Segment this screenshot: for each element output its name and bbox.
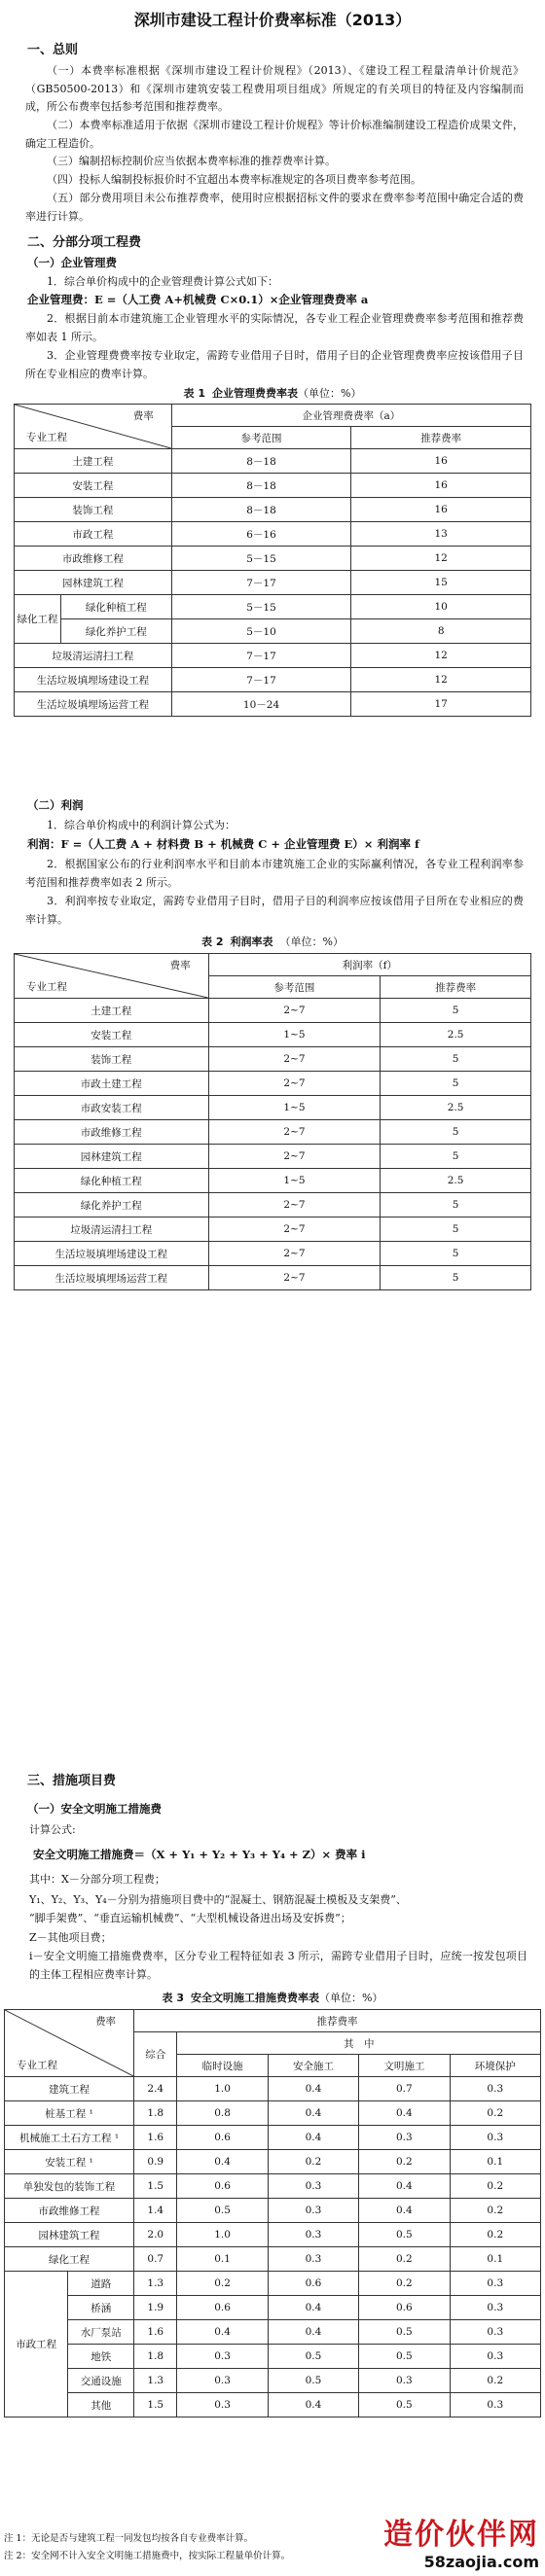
cell-rec-rate: 5 [381, 999, 531, 1023]
cell-total: 1.6 [134, 2126, 177, 2150]
cell-temp: 1.0 [177, 2077, 268, 2101]
caption-label: 表 2 [201, 935, 224, 948]
column-header-env: 环境保护 [450, 2055, 540, 2077]
section-heading-general: 一、总则 [27, 43, 79, 57]
row-label: 园林建筑工程 [15, 1145, 209, 1169]
column-header-total: 综合 [134, 2032, 177, 2077]
cell-safe: 0.4 [268, 2101, 358, 2126]
cell-env: 0.3 [450, 2126, 540, 2150]
paragraph: （四）投标人编制投标报价时不宜超出本费率标准规定的各项目费率参考范围。 [47, 173, 421, 186]
table-row [15, 449, 531, 474]
cell-env: 0.2 [450, 2199, 540, 2223]
caption-title: 安全文明施工措施费费率表 [191, 1992, 320, 2004]
row-label: 机械施工土石方工程 ¹ [5, 2126, 134, 2150]
cell-ref-range: 1~5 [208, 1169, 381, 1193]
cell-ref-range: 1~5 [208, 1096, 381, 1120]
cell-env: 0.3 [450, 2296, 540, 2320]
cell-civil: 0.2 [359, 2247, 450, 2272]
row-group-label: 市政工程 [5, 2272, 68, 2417]
cell-civil: 0.4 [359, 2174, 450, 2199]
row-label: 建筑工程 [5, 2077, 134, 2101]
table-footnote: 注 2：安全网不计入安全文明施工措施费中，按实际工程量单价计算。 [4, 2551, 291, 2561]
cell-env: 0.1 [450, 2247, 540, 2272]
cell-env: 0.2 [450, 2369, 540, 2393]
table-row [15, 668, 531, 692]
subsection-heading: （一）安全文明施工措施费 [27, 1802, 162, 1816]
cell-civil: 0.3 [359, 2369, 450, 2393]
cell-temp: 0.3 [177, 2369, 268, 2393]
table-row [5, 2320, 541, 2345]
table-row [15, 522, 531, 547]
column-group-header: 推荐费率 [134, 2010, 541, 2032]
paragraph: “脚手架费”、“垂直运输机械费”、“大型机械设备进出场及安拆费”； [29, 1912, 351, 1924]
table-row [5, 2174, 541, 2199]
table-row [15, 474, 531, 498]
row-label: 绿化工程 [5, 2247, 134, 2272]
cell-ref-range: 2~7 [208, 1266, 381, 1290]
cell-safe: 0.4 [268, 2393, 358, 2417]
header-rate: 费率 [169, 960, 191, 971]
cell-rec-rate: 10 [351, 595, 531, 619]
table-corner-header [15, 405, 172, 449]
cell-civil: 0.5 [359, 2320, 450, 2345]
cell-env: 0.3 [450, 2393, 540, 2417]
formula-label: 安全文明施工措施费 [33, 1848, 134, 1861]
cell-rec-rate: 12 [351, 644, 531, 668]
cell-rec-rate: 5 [381, 1217, 531, 1242]
cell-total: 0.7 [134, 2247, 177, 2272]
header-discipline: 专业工程 [26, 432, 67, 443]
cell-temp: 0.6 [177, 2126, 268, 2150]
column-header-safe: 安全施工 [268, 2055, 358, 2077]
cell-rec-rate: 2.5 [381, 1023, 531, 1047]
header-rate: 费率 [132, 410, 154, 422]
table-row [15, 1217, 531, 1242]
cell-ref-range: 2~7 [208, 1072, 381, 1096]
column-header-temp: 临时设施 [177, 2055, 268, 2077]
cell-temp: 1.0 [177, 2223, 268, 2247]
cell-env: 0.1 [450, 2150, 540, 2174]
subsection-heading: （一）企业管理费 [27, 256, 117, 269]
paragraph: 3．企业管理费费率按专业取定，需跨专业借用子目时，借用子目的企业管理费费率应按该借用子目所在专业相应的费率计算。 [25, 349, 524, 380]
section-heading-measures: 三、措施项目费 [27, 1774, 117, 1788]
row-label: 市政维修工程 [5, 2199, 134, 2223]
table-row [15, 999, 531, 1023]
row-label: 生活垃圾填埋场建设工程 [15, 1242, 209, 1266]
table-row [15, 1145, 531, 1169]
table-row [15, 595, 531, 619]
table-row [15, 1266, 531, 1290]
row-label: 安装工程 [15, 474, 172, 498]
caption-label: 表 1 [183, 387, 206, 400]
cell-safe: 0.4 [268, 2077, 358, 2101]
table-row [15, 619, 531, 644]
row-label: 水厂泵站 [68, 2320, 134, 2345]
cell-rec-rate: 5 [381, 1193, 531, 1217]
table-row [5, 2345, 541, 2369]
column-header-ref: 参考范围 [171, 427, 351, 449]
paragraph: 计算公式: [29, 1823, 76, 1836]
cell-temp: 0.3 [177, 2345, 268, 2369]
cell-ref-range: 2~7 [208, 1217, 381, 1242]
cell-ref-range: 10－24 [171, 692, 351, 717]
cell-safe: 0.4 [268, 2296, 358, 2320]
cell-rec-rate: 16 [351, 498, 531, 522]
cell-rec-rate: 5 [381, 1266, 531, 1290]
table-row [15, 547, 531, 571]
row-label: 市政维修工程 [15, 547, 172, 571]
cell-rec-rate: 15 [351, 571, 531, 595]
column-header-rec: 推荐费率 [351, 427, 531, 449]
cell-ref-range: 5－10 [171, 619, 351, 644]
row-label: 市政工程 [15, 522, 172, 547]
cell-ref-range: 8－18 [171, 449, 351, 474]
cell-ref-range: 6－16 [171, 522, 351, 547]
paragraph: （三）编制招标控制价应当依据本费率标准的推荐费率计算。 [47, 155, 336, 167]
row-label: 桩基工程 ¹ [5, 2101, 134, 2126]
column-header-ref: 参考范围 [208, 976, 381, 999]
cell-temp: 0.6 [177, 2296, 268, 2320]
cell-safe: 0.5 [268, 2369, 358, 2393]
cell-total: 1.9 [134, 2296, 177, 2320]
table-corner-header [5, 2010, 134, 2077]
row-label: 绿化种植工程 [60, 595, 171, 619]
cell-temp: 0.1 [177, 2247, 268, 2272]
row-label: 安装工程 ¹ [5, 2150, 134, 2174]
cell-ref-range: 2~7 [208, 1120, 381, 1145]
table-footnote: 注 1：无论是否与建筑工程一同发包均按各自专业费率计算。 [4, 2533, 254, 2544]
cell-rec-rate: 12 [351, 547, 531, 571]
row-label: 桥涵 [68, 2296, 134, 2320]
row-label: 绿化种植工程 [15, 1169, 209, 1193]
cell-ref-range: 2~7 [208, 1242, 381, 1266]
cell-env: 0.2 [450, 2101, 540, 2126]
table-row [15, 1120, 531, 1145]
formula-label: 企业管理费： [27, 293, 94, 306]
cell-ref-range: 8－18 [171, 474, 351, 498]
paragraph: 3．利润率按专业取定，需跨专业借用子目时，借用子目的利润率应按该借用子目所在专业相应的费率计算。 [25, 895, 524, 926]
management-fee-table [14, 404, 531, 717]
paragraph: Z－其他项目费； [29, 1931, 112, 1944]
row-label: 地铁 [68, 2345, 134, 2369]
table-row [5, 2101, 541, 2126]
cell-total: 1.8 [134, 2101, 177, 2126]
cell-rec-rate: 5 [381, 1242, 531, 1266]
paragraph: 2．根据目前本市建筑施工企业管理水平的实际情况，各专业工程企业管理费费率参考范围和推荐费率如表 1 所示。 [25, 312, 524, 343]
table-row [15, 498, 531, 522]
cell-civil: 0.5 [359, 2223, 450, 2247]
cell-civil: 0.3 [359, 2126, 450, 2150]
page-title: 深圳市建设工程计价费率标准（2013） [133, 11, 412, 29]
cell-ref-range: 7－17 [171, 668, 351, 692]
cell-total: 1.4 [134, 2199, 177, 2223]
cell-civil: 0.2 [359, 2272, 450, 2296]
row-label: 道路 [68, 2272, 134, 2296]
row-label: 市政土建工程 [15, 1072, 209, 1096]
table-row [5, 2247, 541, 2272]
cell-civil: 0.4 [359, 2199, 450, 2223]
cell-rec-rate: 16 [351, 474, 531, 498]
cell-ref-range: 5－15 [171, 547, 351, 571]
table-row [15, 1242, 531, 1266]
row-label: 安装工程 [15, 1023, 209, 1047]
formula-management-fee [27, 292, 368, 307]
cell-ref-range: 7－17 [171, 644, 351, 668]
cell-ref-range: 2~7 [208, 1193, 381, 1217]
cell-temp: 0.2 [177, 2272, 268, 2296]
table-row [15, 1096, 531, 1120]
cell-temp: 0.3 [177, 2393, 268, 2417]
paragraph: 1．综合单价构成中的利润计算公式为： [47, 819, 236, 831]
site-watermark [296, 2510, 539, 2571]
table-row [15, 644, 531, 668]
cell-safe: 0.2 [268, 2150, 358, 2174]
cell-civil: 0.5 [359, 2393, 450, 2417]
header-discipline: 专业工程 [17, 2060, 57, 2071]
row-label: 装饰工程 [15, 498, 172, 522]
row-label: 市政维修工程 [15, 1120, 209, 1145]
row-label: 其他 [68, 2393, 134, 2417]
paragraph: i－安全文明施工措施费费率，区分专业工程特征如表 3 所示，需跨专业借用子目时，应统一按发包项目的主体工程相应费率计算。 [29, 1950, 527, 1981]
cell-rec-rate: 5 [381, 1145, 531, 1169]
cell-total: 2.0 [134, 2223, 177, 2247]
table-row [15, 1072, 531, 1096]
header-rate: 费率 [95, 2016, 117, 2028]
profit-rate-table [14, 953, 531, 1290]
row-label: 市政安装工程 [15, 1096, 209, 1120]
cell-safe: 0.3 [268, 2174, 358, 2199]
table-row [5, 2296, 541, 2320]
cell-ref-range: 2~7 [208, 1047, 381, 1072]
safety-fee-table [4, 2009, 541, 2417]
row-label: 绿化养护工程 [60, 619, 171, 644]
cell-temp: 0.8 [177, 2101, 268, 2126]
cell-rec-rate: 16 [351, 449, 531, 474]
cell-rec-rate: 12 [351, 668, 531, 692]
column-group-header: 利润率（f） [208, 954, 530, 976]
cell-ref-range: 7－17 [171, 571, 351, 595]
paragraph: 其中：X－分部分项工程费； [29, 1873, 165, 1886]
section-heading-items: 二、分部分项工程费 [27, 235, 142, 250]
cell-safe: 0.5 [268, 2345, 358, 2369]
paragraph: （一）本费率标准根据《深圳市建设工程计价规程》（2013）、《建设工程工程量清单计价规范》（GB50500-2013）和《深圳市建筑安装工程费用项目组成》所规定的有关项目的特征及内容编制而成，所公布费率包括参考范围和推荐费率。 [25, 64, 524, 113]
row-label: 单独发包的装饰工程 [5, 2174, 134, 2199]
formula-profit [27, 836, 419, 852]
table-row [5, 2272, 541, 2296]
cell-total: 1.5 [134, 2393, 177, 2417]
row-label: 生活垃圾填埋场建设工程 [15, 668, 172, 692]
cell-env: 0.2 [450, 2174, 540, 2199]
caption-unit: （单位：%） [279, 935, 344, 948]
cell-env: 0.3 [450, 2272, 540, 2296]
row-label: 生活垃圾填埋场运营工程 [15, 692, 172, 717]
cell-total: 1.8 [134, 2345, 177, 2369]
paragraph: Y₁、Y₂、Y₃、Y₄－分别为措施项目费中的“混凝土、钢筋混凝土模板及支架费”、 [29, 1893, 407, 1906]
table-row [5, 2150, 541, 2174]
row-label: 垃圾清运清扫工程 [15, 1217, 209, 1242]
cell-civil: 0.5 [359, 2345, 450, 2369]
cell-civil: 0.6 [359, 2296, 450, 2320]
caption-unit: （单位：%） [298, 387, 362, 400]
table-row [15, 571, 531, 595]
row-label: 垃圾清运清扫工程 [15, 644, 172, 668]
caption-unit: （单位：%） [319, 1992, 383, 2004]
row-label: 绿化养护工程 [15, 1193, 209, 1217]
column-group-header: 企业管理费费率（a） [171, 405, 530, 427]
cell-civil: 0.7 [359, 2077, 450, 2101]
cell-total: 0.9 [134, 2150, 177, 2174]
cell-ref-range: 8－18 [171, 498, 351, 522]
cell-rec-rate: 2.5 [381, 1169, 531, 1193]
cell-safe: 0.3 [268, 2247, 358, 2272]
table-row [5, 2077, 541, 2101]
header-discipline: 专业工程 [26, 981, 67, 993]
cell-rec-rate: 2.5 [381, 1096, 531, 1120]
table-row [5, 2126, 541, 2150]
table-row [5, 2199, 541, 2223]
row-label: 装饰工程 [15, 1047, 209, 1072]
row-label: 园林建筑工程 [15, 571, 172, 595]
caption-title: 利润率表 [230, 935, 273, 948]
row-group-label: 绿化工程 [15, 595, 61, 644]
cell-civil: 0.2 [359, 2150, 450, 2174]
cell-ref-range: 1~5 [208, 1023, 381, 1047]
cell-total: 1.3 [134, 2272, 177, 2296]
table-row [5, 2369, 541, 2393]
formula-safety-fee [33, 1847, 366, 1862]
watermark-url: 58zaojia.com [423, 2553, 539, 2571]
formula-label: 利润： [27, 837, 61, 851]
column-subgroup-header: 其 中 [177, 2032, 541, 2055]
cell-temp: 0.5 [177, 2199, 268, 2223]
watermark-logo-text: 造价伙伴网 [383, 2518, 539, 2552]
cell-temp: 0.4 [177, 2320, 268, 2345]
cell-rec-rate: 5 [381, 1072, 531, 1096]
column-header-civil: 文明施工 [359, 2055, 450, 2077]
formula-body: E =（人工费 A+机械费 C×0.1）×企业管理费费率 a [94, 293, 369, 306]
cell-civil: 0.4 [359, 2101, 450, 2126]
cell-total: 1.3 [134, 2369, 177, 2393]
cell-env: 0.3 [450, 2077, 540, 2101]
table-row [5, 2223, 541, 2247]
column-header-rec: 推荐费率 [381, 976, 531, 999]
cell-ref-range: 2~7 [208, 1145, 381, 1169]
cell-env: 0.3 [450, 2345, 540, 2369]
cell-temp: 0.4 [177, 2150, 268, 2174]
paragraph: （五）部分费用项目未公布推荐费率，使用时应根据招标文件的要求在费率参考范围中确定合适的费率进行计算。 [25, 192, 524, 223]
subsection-heading: （二）利润 [27, 798, 84, 812]
cell-env: 0.2 [450, 2223, 540, 2247]
row-label: 土建工程 [15, 449, 172, 474]
table-row [15, 1023, 531, 1047]
table-row [5, 2393, 541, 2417]
paragraph: （二）本费率标准适用于依据《深圳市建设工程计价规程》等计价标准编制建设工程造价成果文件，确定工程造价。 [25, 119, 524, 150]
formula-body: ＝（X + Y₁ + Y₂ + Y₃ + Y₄ + Z）× 费率 i [133, 1848, 366, 1861]
cell-rec-rate: 5 [381, 1120, 531, 1145]
cell-rec-rate: 8 [351, 619, 531, 644]
table-row [15, 1169, 531, 1193]
cell-total: 2.4 [134, 2077, 177, 2101]
cell-total: 1.5 [134, 2174, 177, 2199]
cell-ref-range: 5－15 [171, 595, 351, 619]
caption-title: 企业管理费费率表 [212, 387, 299, 400]
paragraph: 1．综合单价构成中的企业管理费计算公式如下： [47, 275, 278, 288]
table-caption [0, 934, 545, 949]
cell-safe: 0.3 [268, 2223, 358, 2247]
cell-ref-range: 2~7 [208, 999, 381, 1023]
table-row [15, 692, 531, 717]
paragraph: 2．根据国家公布的行业利润率水平和目前本市建筑施工企业的实际赢利情况，各专业工程利润率参考范围和推荐费率如表 2 所示。 [25, 858, 524, 889]
cell-safe: 0.6 [268, 2272, 358, 2296]
cell-rec-rate: 17 [351, 692, 531, 717]
table-caption [0, 1990, 545, 2005]
table-corner-header [15, 954, 209, 999]
cell-safe: 0.4 [268, 2320, 358, 2345]
cell-temp: 0.6 [177, 2174, 268, 2199]
row-label: 土建工程 [15, 999, 209, 1023]
table-row [15, 1193, 531, 1217]
cell-rec-rate: 13 [351, 522, 531, 547]
table-row [15, 1047, 531, 1072]
row-label: 园林建筑工程 [5, 2223, 134, 2247]
table-caption [0, 385, 545, 401]
cell-safe: 0.4 [268, 2126, 358, 2150]
cell-safe: 0.3 [268, 2199, 358, 2223]
formula-body: F =（人工费 A + 材料费 B + 机械费 C + 企业管理费 E）× 利润率 f [60, 837, 419, 851]
cell-env: 0.3 [450, 2320, 540, 2345]
caption-label: 表 3 [162, 1992, 185, 2004]
row-label: 交通设施 [68, 2369, 134, 2393]
row-label: 生活垃圾填埋场运营工程 [15, 1266, 209, 1290]
cell-rec-rate: 5 [381, 1047, 531, 1072]
cell-total: 1.6 [134, 2320, 177, 2345]
